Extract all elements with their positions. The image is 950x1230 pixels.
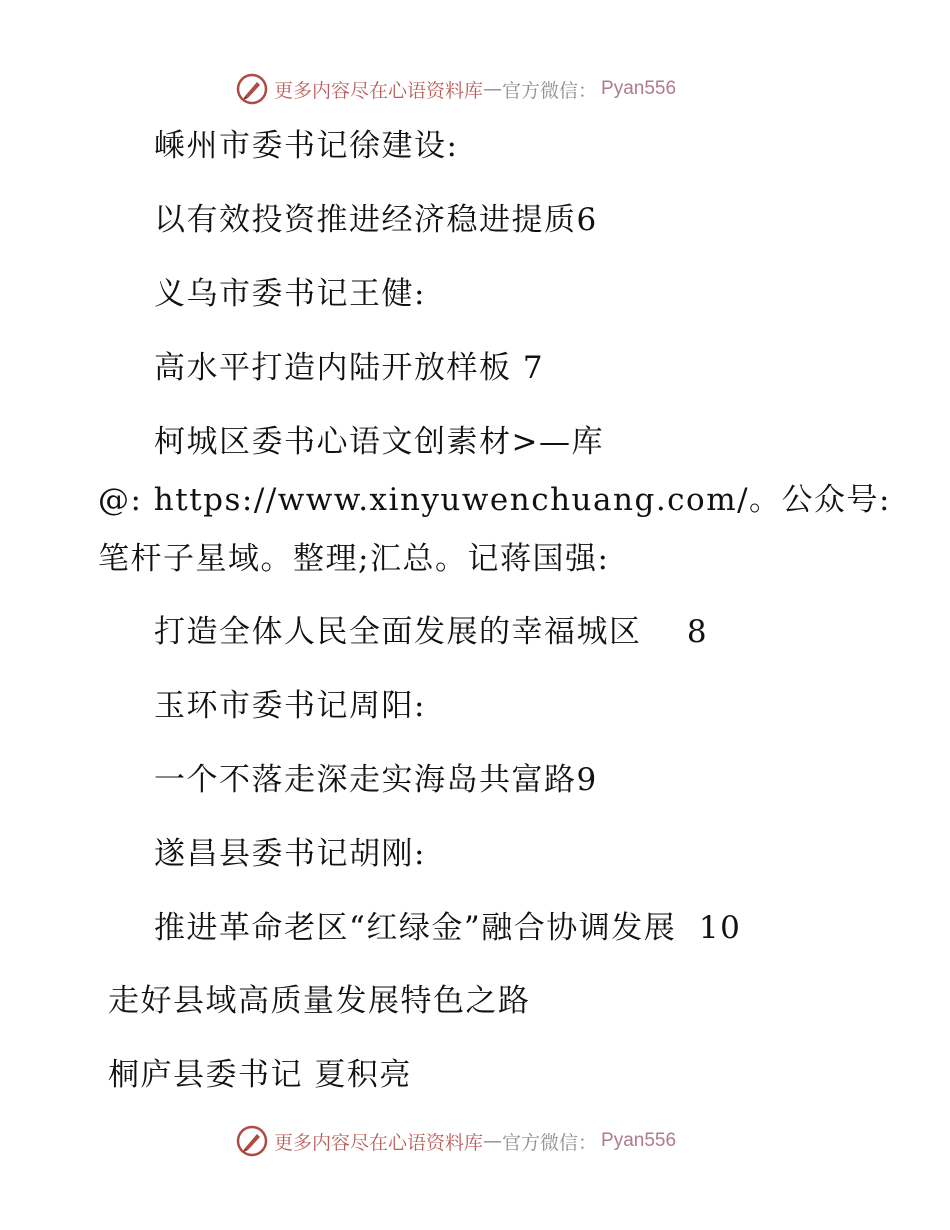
watermark-label: 官方微信： xyxy=(502,79,598,102)
text-line-5: 柯城区委书心语文创素材>—库 xyxy=(154,424,604,460)
header-watermark xyxy=(236,72,676,106)
watermark-id: Pyan556 xyxy=(601,1130,677,1151)
watermark-id: Pyan556 xyxy=(601,78,677,99)
text-line-2: 以有效投资推进经济稳进提质6 xyxy=(154,202,598,238)
text-line-11: 遂昌县委书记胡刚: xyxy=(154,836,426,872)
pen-logo-icon xyxy=(236,1125,268,1157)
text-line-1: 嵊州市委书记徐建设: xyxy=(154,128,459,164)
watermark-label: 官方微信： xyxy=(502,1131,598,1154)
text-line-13: 走好县域高质量发展特色之路 xyxy=(108,983,531,1019)
text-line-9: 玉环市委书记周阳: xyxy=(154,688,426,724)
text-line-10: 一个不落走深走实海岛共富路9 xyxy=(154,762,598,798)
watermark-brand: 更多内容尽在心语资料库 xyxy=(274,1131,484,1154)
watermark-brand: 更多内容尽在心语资料库 xyxy=(274,79,484,102)
text-line-6: @: https://www.xinyuwenchuang.com/。公众号: xyxy=(98,482,891,518)
text-line-4: 高水平打造内陆开放样板 7 xyxy=(154,350,545,386)
watermark-separator: — xyxy=(483,1130,503,1152)
pen-logo-icon xyxy=(236,73,268,105)
text-line-14: 桐庐县委书记 夏积亮 xyxy=(108,1057,412,1093)
text-line-3: 义乌市委书记王健: xyxy=(154,276,426,312)
text-line-7: 笔杆子星域。整理;汇总。记蒋国强: xyxy=(98,541,610,577)
text-line-8: 打造全体人民全面发展的幸福城区 8 xyxy=(154,614,709,650)
text-line-12: 推进革命老区“红绿金”融合协调发展 10 xyxy=(154,910,742,946)
watermark-separator: — xyxy=(483,78,503,100)
footer-watermark xyxy=(236,1124,676,1158)
